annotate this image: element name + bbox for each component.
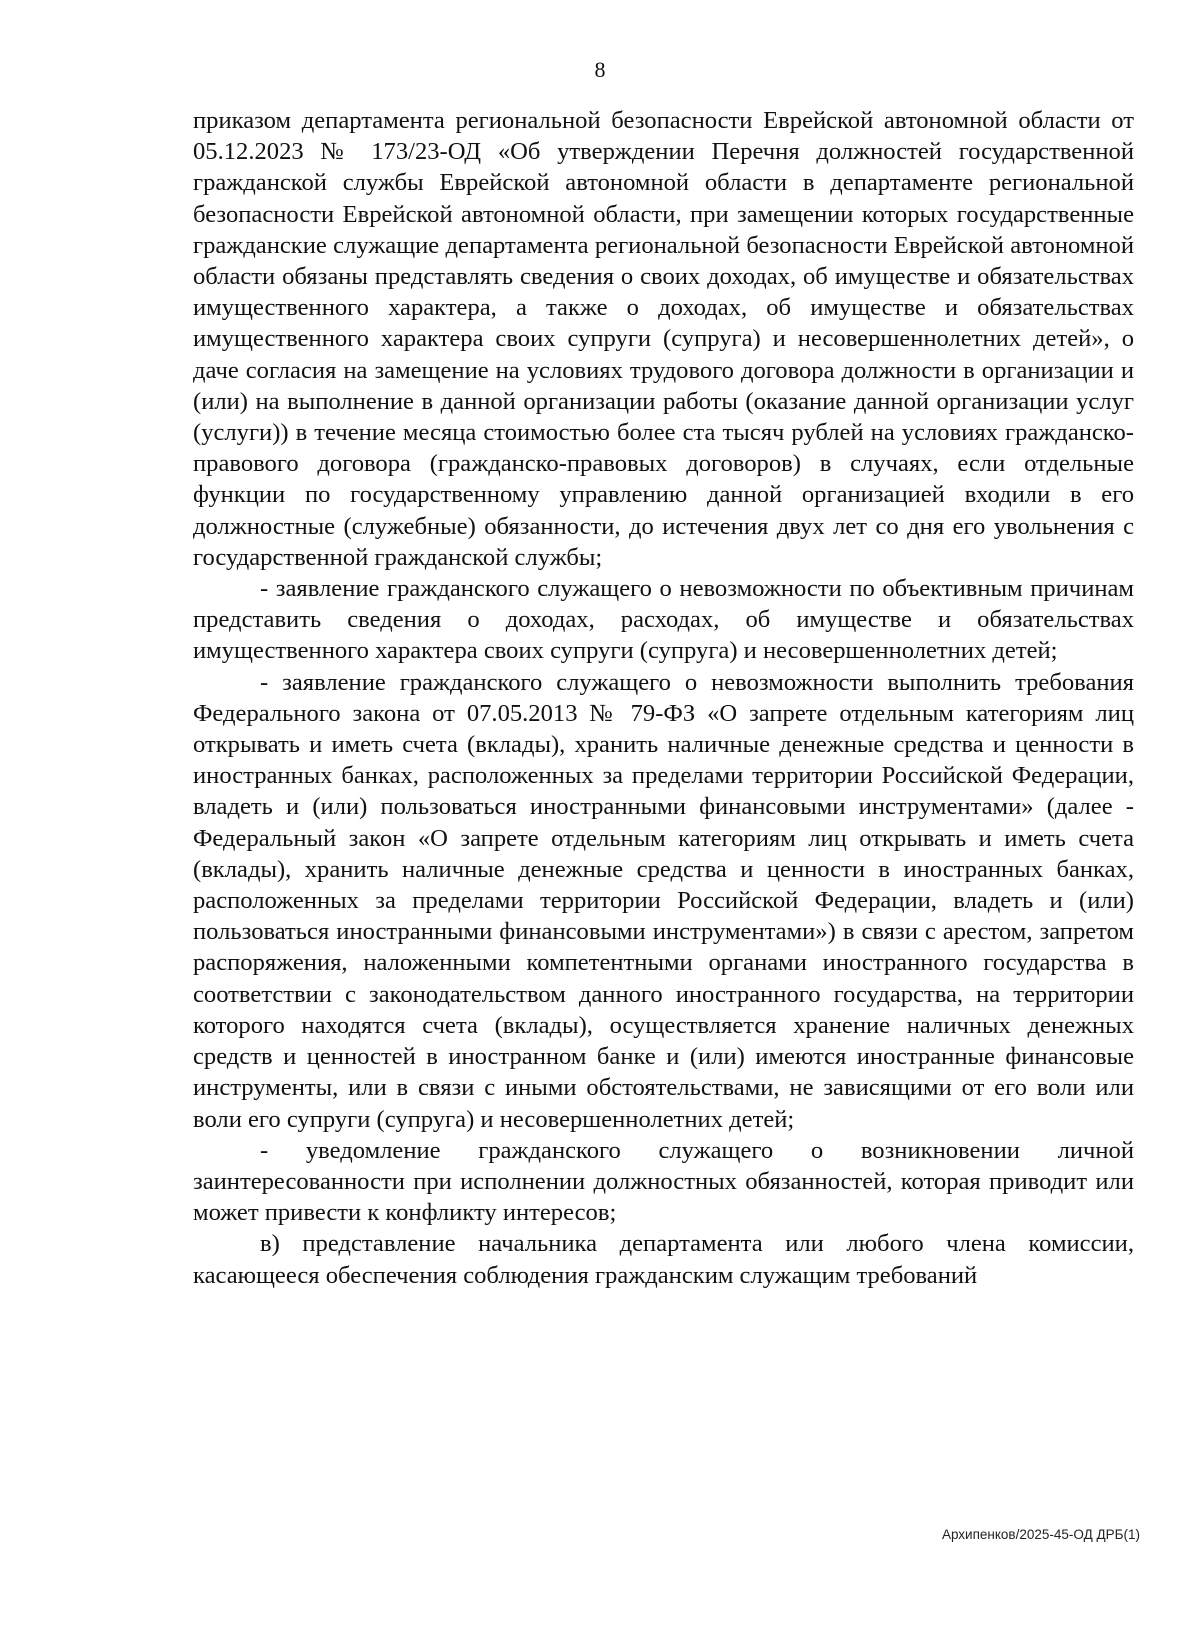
document-registration-code: Архипенков/2025-45-ОД ДРБ(1) [941,1527,1140,1542]
paragraph-submission-head-of-department: в) представление начальника департамента или любого члена комиссии, касающееся обеспечения соблюдения гражданским служащим требований [193,1230,1134,1289]
paragraph-statement-impossibility-income: - заявление гражданского служащего о невозможности по объективным причинам представить сведения о доходах, расходах, об имуществе и обязательствах имущественного характера своих супруги (супруга) и несовершеннолетних детей; [193,575,1134,665]
paragraph-order-reference: приказом департамента региональной безопасности Еврейской автономной области от 05.12.2023 № 173/23-ОД «Об утверждении Перечня должностей государственной гражданской службы Еврейской автономной области в департаменте региональной безопасности Еврейской автономной области, при замещении которых государственные гражданские служащие департамента региональной безопасности Еврейской автономной области обязаны представлять сведения о своих доходах, об имуществе и обязательствах имущественного характера, а также о доходах, об имуществе и обязательствах имущественного характера своих супруги (супруга) и несовершеннолетних детей», о даче согласия на замещение на условиях трудового договора должности в организации и (или) на выполнение в данной организации работы (оказание данной организации услуг (услуги)) в течение месяца стоимостью более ста тысяч рублей на условиях гражданско-правового договора (гражданско-правовых договоров) в случаях, если отдельные функции по государственному управлению данной организацией входили в его должностные (служебные) обязанности, до истечения двух лет со дня его увольнения с государственной гражданской службы; [193,107,1134,571]
page-number: 8 [594,57,606,82]
paragraph-statement-impossibility-foreign-accounts: - заявление гражданского служащего о невозможности выполнить требования Федерального закона от 07.05.2013 № 79-ФЗ «О запрете отдельным категориям лиц открывать и иметь счета (вклады), хранить наличные денежные средства и ценности в иностранных банках, расположенных за пределами территории Российской Федерации, владеть и (или) пользоваться иностранными финансовыми инструментами» (далее - Федеральный закон «О запрете отдельным категориям лиц открывать и иметь счета (вклады), хранить наличные денежные средства и ценности в иностранных банках, расположенных за пределами территории Российской Федерации, владеть и (или) пользоваться иностранными финансовыми инструментами») в связи с арестом, запретом распоряжения, наложенными компетентными органами иностранного государства в соответствии с законодательством данного иностранного государства, на территории которого находятся счета (вклады), осуществляется хранение наличных денежных средств и ценностей в иностранном банке и (или) имеются иностранные финансовые инструменты, или в связи с иными обстоятельствами, не зависящими от его воли или воли его супруги (супруга) и несовершеннолетних детей; [193,668,1134,1133]
paragraph-notification-conflict-of-interest: - уведомление гражданского служащего о возникновении личной заинтересованности при исполнении должностных обязанностей, которая приводит или может привести к конфликту интересов; [193,1136,1134,1227]
body-text [193,105,1134,1291]
